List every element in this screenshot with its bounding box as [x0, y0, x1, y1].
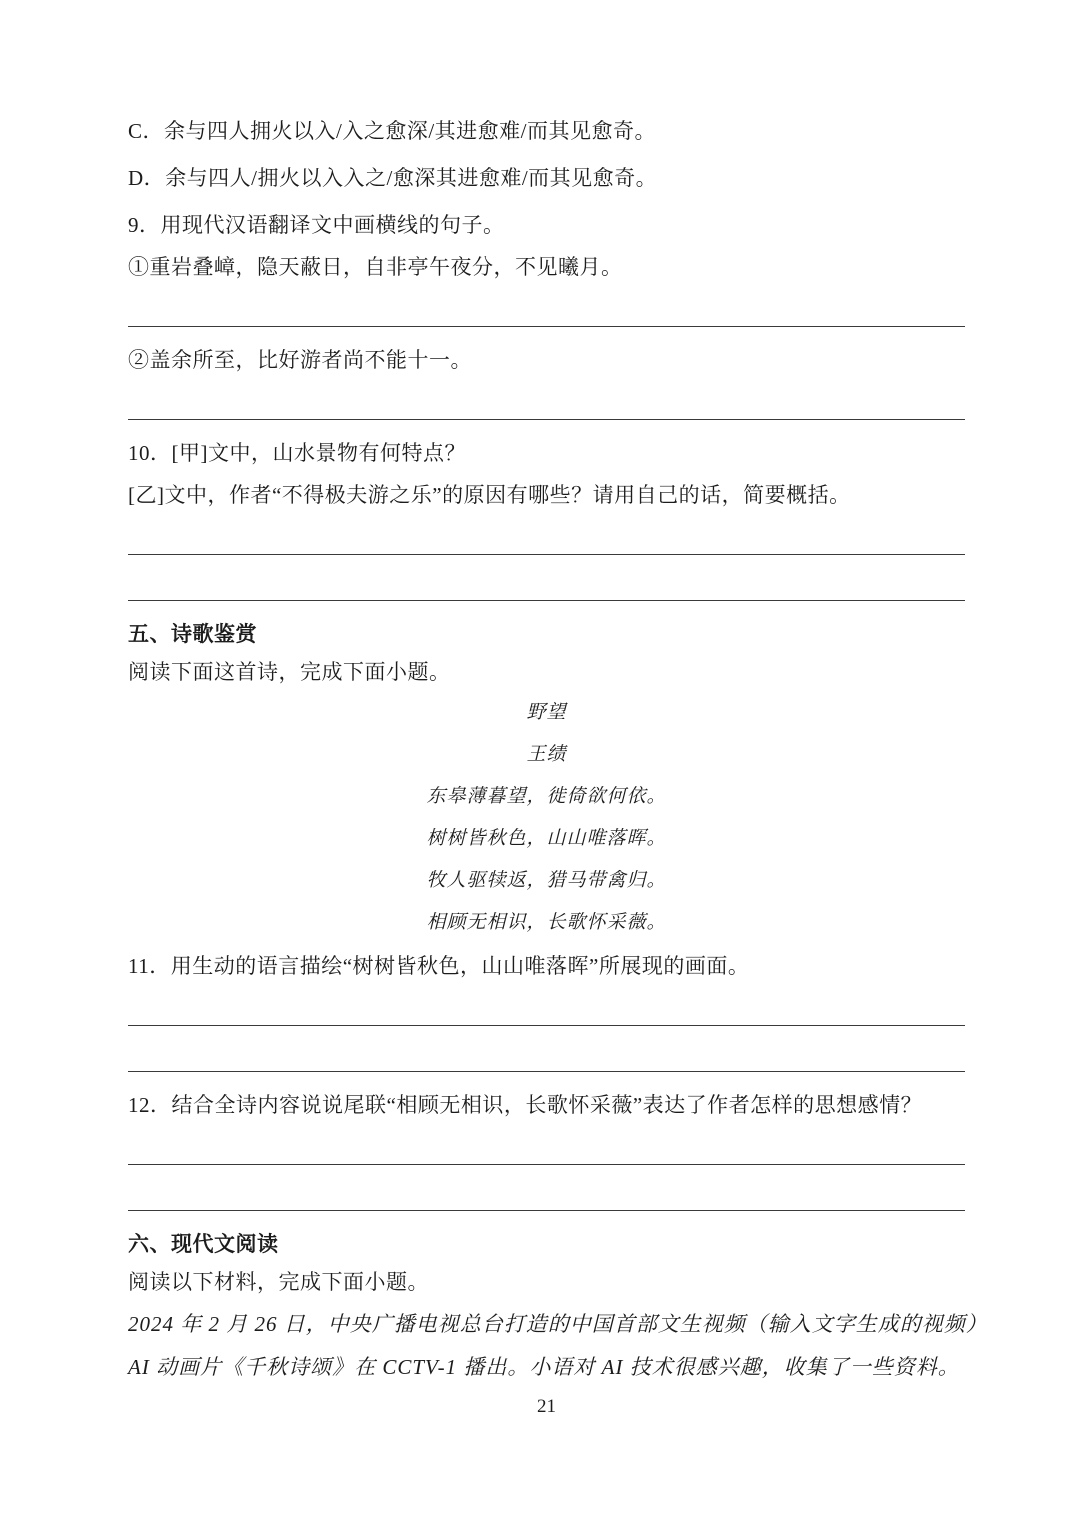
poem-author: 王绩: [526, 744, 567, 765]
answer-line: [128, 573, 965, 601]
poem-line-1: 东皋薄暮望，徙倚欲何依。: [426, 786, 667, 807]
poem-title: 野望: [526, 702, 567, 723]
poem-line-3: 牧人驱犊返，猎马带禽归。: [426, 870, 667, 891]
poem-line-2: 树树皆秋色，山山唯落晖。: [426, 828, 667, 849]
question-11: 11．用生动的语言描绘“树树皆秋色，山山唯落晖”所展现的画面。: [128, 954, 750, 978]
section-6-heading: 六、现代文阅读: [128, 1232, 279, 1256]
material-paragraph-2: AI 动画片《千秋诗颂》在 CCTV-1 播出。小语对 AI 技术很感兴趣，收集了一些资料。: [128, 1355, 960, 1379]
answer-line: [128, 1137, 965, 1165]
question-10-line1: 10．[甲]文中，山水景物有何特点？: [128, 441, 466, 465]
answer-line: [128, 527, 965, 555]
question-9-sub2: ②盖余所至，比好游者尚不能十一。: [128, 348, 472, 372]
material-paragraph-1: 2024 年 2 月 26 日，中央广播电视总台打造的中国首部文生视频（输入文字生成的视频）: [128, 1312, 988, 1336]
section-6-intro: 阅读以下材料，完成下面小题。: [128, 1270, 429, 1294]
question-9-stem: 9．用现代汉语翻译文中画横线的句子。: [128, 213, 505, 237]
answer-line: [128, 1044, 965, 1072]
page-number: 21: [537, 1396, 556, 1417]
option-d: D．余与四人/拥火以入入之/愈深其进愈难/而其见愈奇。: [128, 166, 658, 190]
question-9-sub1: ①重岩叠嶂，隐天蔽日，自非亭午夜分，不见曦月。: [128, 255, 623, 279]
answer-line: [128, 998, 965, 1026]
answer-line: [128, 392, 965, 420]
poem-line-4: 相顾无相识，长歌怀采薇。: [426, 912, 667, 933]
section-5-intro: 阅读下面这首诗，完成下面小题。: [128, 660, 451, 684]
answer-line: [128, 299, 965, 327]
question-10-line2: [乙]文中，作者“不得极夫游之乐”的原因有哪些？请用自己的话，简要概括。: [128, 483, 851, 507]
option-c: C．余与四人拥火以入/入之愈深/其进愈难/而其见愈奇。: [128, 119, 657, 143]
section-5-heading: 五、诗歌鉴赏: [128, 622, 257, 646]
question-12: 12．结合全诗内容说说尾联“相顾无相识，长歌怀采薇”表达了作者怎样的思想感情？: [128, 1093, 923, 1117]
answer-line: [128, 1183, 965, 1211]
